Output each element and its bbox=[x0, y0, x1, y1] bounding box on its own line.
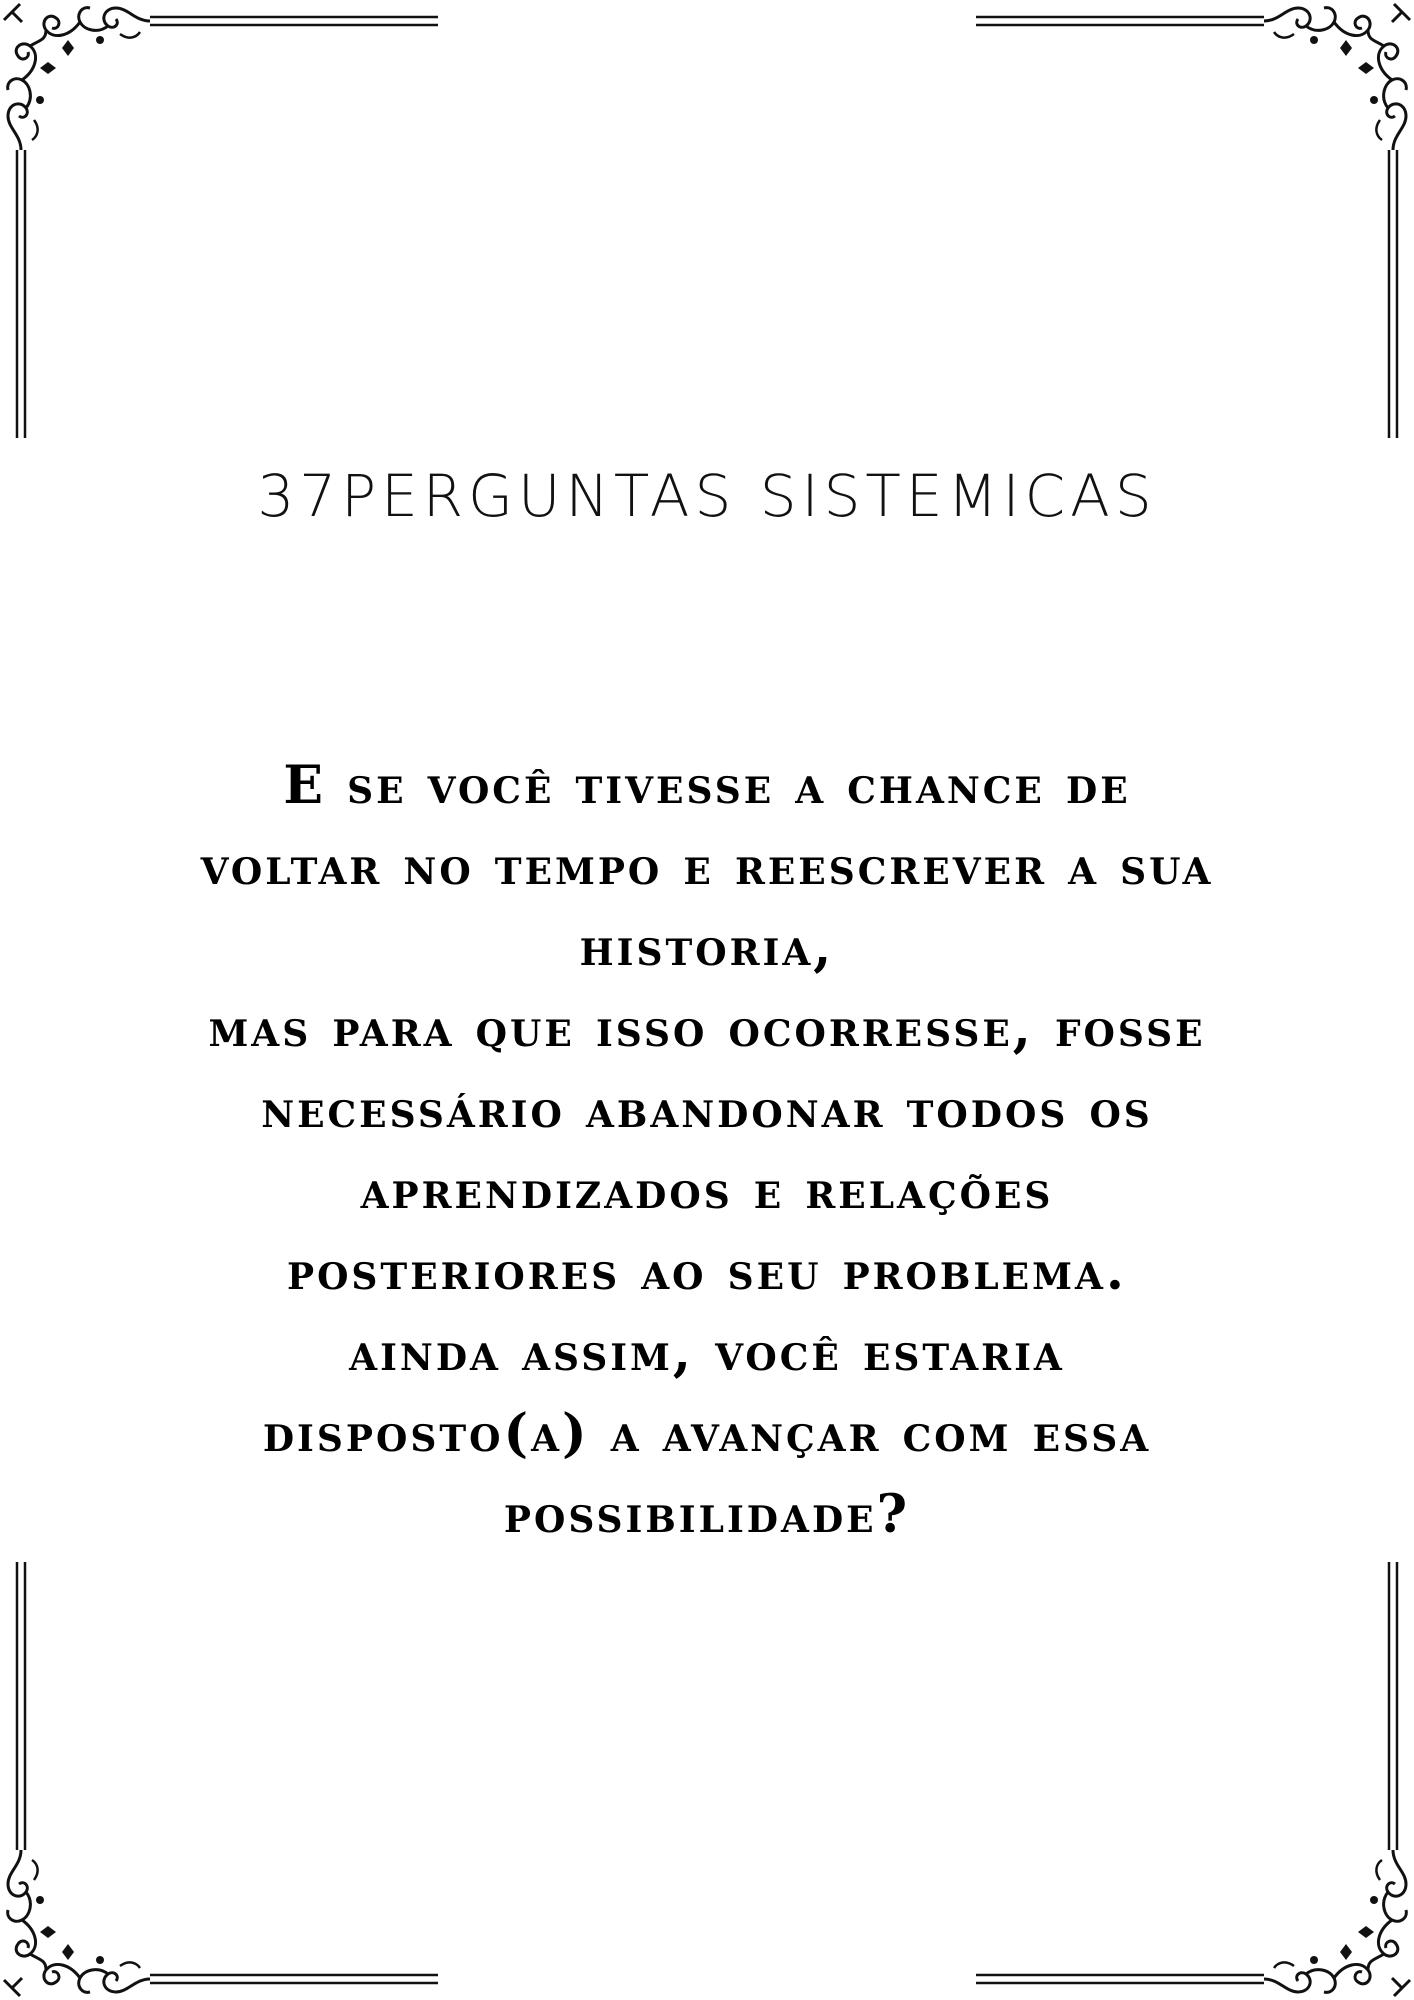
corner-top-left-icon bbox=[4, 4, 438, 438]
question-line: disposto(a) a avançar com essa bbox=[262, 1403, 1152, 1464]
corner-bottom-left-icon bbox=[4, 1562, 438, 1996]
question-line: ainda assim, você estaria bbox=[349, 1322, 1065, 1383]
question-line: aprendizados e relações bbox=[360, 1160, 1054, 1221]
page-title: 37PERGUNTAS SISTEMICAS bbox=[257, 462, 1157, 530]
question-line: possibilidade? bbox=[503, 1484, 911, 1545]
question-line: historia, bbox=[579, 917, 835, 978]
question-line: voltar no tempo e reescrever a sua bbox=[200, 836, 1214, 897]
question-line: E se você tivesse a chance de bbox=[283, 755, 1131, 816]
question-text bbox=[60, 745, 1354, 1555]
corner-bottom-right-icon bbox=[976, 1562, 1410, 1996]
corner-top-right-icon bbox=[976, 4, 1410, 438]
question-line: posteriores ao seu problema. bbox=[287, 1241, 1127, 1302]
question-line: necessário abandonar todos os bbox=[261, 1079, 1153, 1140]
question-line: mas para que isso ocorresse, fosse bbox=[208, 998, 1206, 1059]
